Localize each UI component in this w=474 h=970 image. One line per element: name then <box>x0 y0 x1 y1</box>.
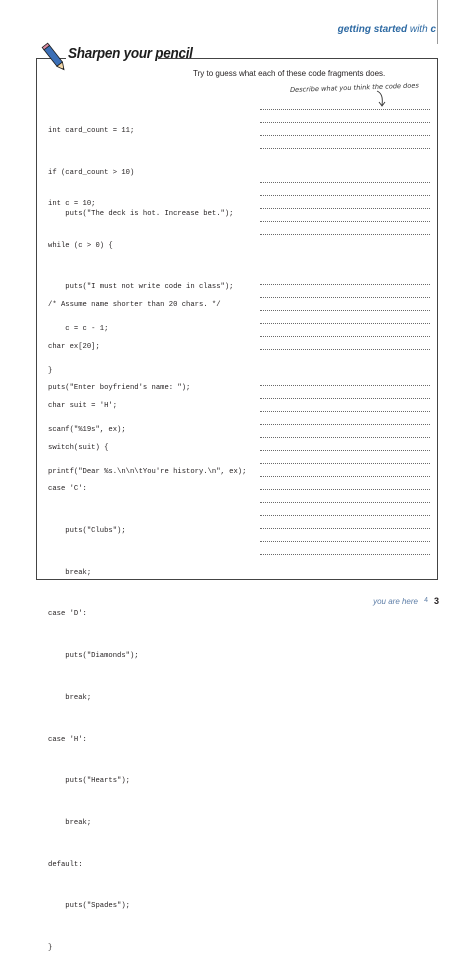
answer-line[interactable] <box>260 336 430 337</box>
code-line: puts("The deck is hot. Increase bet."); <box>48 210 234 219</box>
describe-hint: Describe what you think the code does <box>289 81 419 94</box>
code-line: puts("Spades"); <box>48 902 130 911</box>
code-line: puts("I must not write code in class"); <box>48 283 234 292</box>
answer-line[interactable] <box>260 182 430 183</box>
answer-line[interactable] <box>260 489 430 490</box>
answer-line[interactable] <box>260 411 430 412</box>
curved-arrow-icon <box>374 90 390 108</box>
answer-line[interactable] <box>260 528 430 529</box>
answer-line[interactable] <box>260 463 430 464</box>
answer-line[interactable] <box>260 398 430 399</box>
answer-line[interactable] <box>260 297 430 298</box>
code-line: char suit = 'H'; <box>48 401 118 410</box>
answer-line[interactable] <box>260 554 430 555</box>
pencil-icon <box>40 42 70 76</box>
code-fragment-4 <box>48 372 139 970</box>
instruction-text: Try to guess what each of these code fragments does. <box>193 69 386 78</box>
header-c: c <box>430 24 436 35</box>
code-line: case 'C': <box>48 485 87 494</box>
code-line: puts("Diamonds"); <box>48 652 139 661</box>
code-line: case 'H': <box>48 735 87 744</box>
running-header <box>338 24 436 35</box>
answer-line[interactable] <box>260 476 430 477</box>
panel-title: Sharpen your pencil <box>68 45 193 62</box>
answer-line[interactable] <box>260 148 430 149</box>
code-line: puts("Hearts"); <box>48 777 130 786</box>
answer-line[interactable] <box>260 122 430 123</box>
answer-line[interactable] <box>260 323 430 324</box>
code-line: } <box>48 366 53 375</box>
code-line: scanf("%19s", ex); <box>48 425 126 434</box>
code-line: puts("Clubs"); <box>48 526 126 535</box>
code-line: int c = 10; <box>48 199 96 208</box>
code-line: break; <box>48 819 92 827</box>
you-are-here-text: you are here <box>373 597 418 606</box>
answer-line[interactable] <box>260 234 430 235</box>
answer-line[interactable] <box>260 515 430 516</box>
answer-line[interactable] <box>260 349 430 350</box>
answer-line[interactable] <box>260 541 430 542</box>
answer-line[interactable] <box>260 385 430 386</box>
code-line: c = c - 1; <box>48 324 109 333</box>
answer-line[interactable] <box>260 502 430 503</box>
code-line: break; <box>48 568 92 577</box>
answer-line[interactable] <box>260 310 430 311</box>
code-line: switch(suit) { <box>48 443 109 452</box>
header-title: getting started <box>337 24 408 35</box>
code-line: if (card_count > 10) <box>48 168 135 177</box>
code-line: break; <box>48 693 92 702</box>
code-line: int card_count = 11; <box>48 126 135 135</box>
header-divider <box>437 0 438 44</box>
answer-line[interactable] <box>260 424 430 425</box>
page-number: 3 <box>433 596 439 606</box>
code-line: while (c > 0) { <box>48 241 113 250</box>
code-line: char ex[20]; <box>48 342 100 351</box>
footer-arrow-icon: 4 <box>424 597 428 604</box>
answer-line[interactable] <box>260 437 430 438</box>
code-line: puts("Enter boyfriend's name: "); <box>48 384 191 393</box>
answer-line[interactable] <box>260 284 430 285</box>
answer-line[interactable] <box>260 450 430 451</box>
answer-line[interactable] <box>260 135 430 136</box>
answer-line[interactable] <box>260 208 430 209</box>
code-line: } <box>48 944 53 953</box>
code-line: /* Assume name shorter than 20 chars. */ <box>48 300 221 309</box>
code-line: case 'D': <box>48 610 87 619</box>
answer-line[interactable] <box>260 195 430 196</box>
code-line: default: <box>48 860 83 869</box>
answer-line[interactable] <box>260 221 430 222</box>
answer-line[interactable] <box>260 109 430 110</box>
code-line: printf("Dear %s.\n\n\tYou're history.\n", ex); <box>48 467 247 476</box>
header-with: with <box>409 24 428 35</box>
